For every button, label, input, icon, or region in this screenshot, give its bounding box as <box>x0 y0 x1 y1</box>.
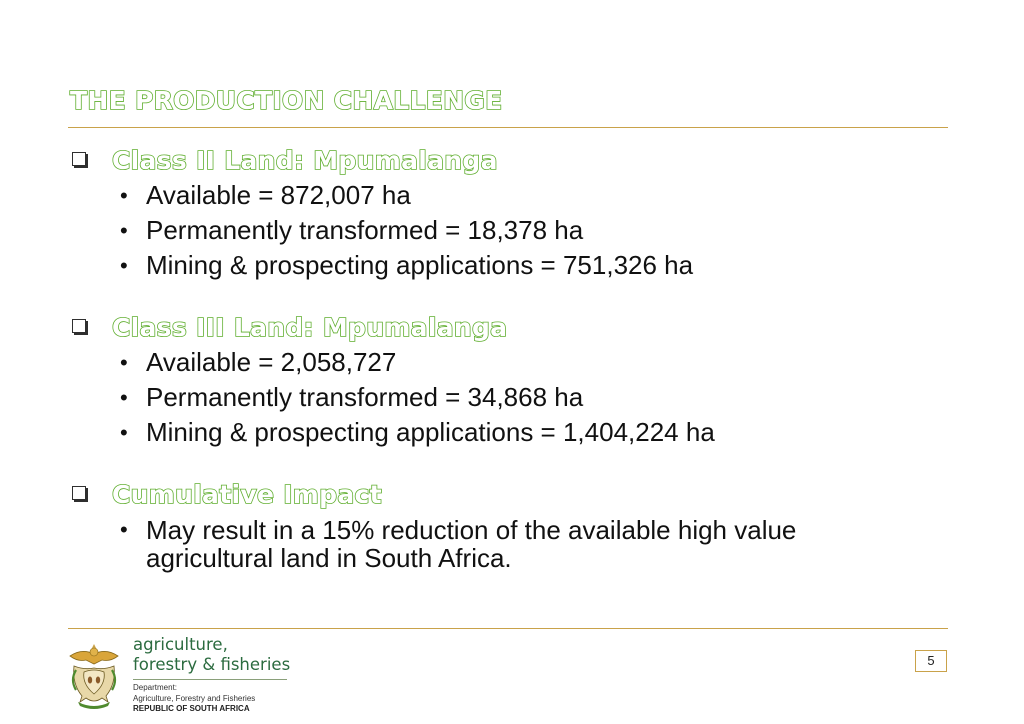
country-name: REPUBLIC OF SOUTH AFRICA <box>133 704 250 713</box>
section-heading <box>70 309 930 345</box>
section-heading <box>70 142 930 178</box>
brand-line: agriculture, <box>133 635 228 654</box>
department-name: Agriculture, Forestry and Fisheries <box>133 693 256 703</box>
section-heading-text: Class III Land: Mpumalanga <box>112 312 508 342</box>
footer-divider <box>68 628 948 629</box>
department-label: Department: <box>133 683 178 692</box>
title-divider <box>68 127 948 128</box>
bullet-list <box>70 512 930 572</box>
list-item <box>118 415 930 450</box>
bullet-text: Available = 2,058,727 <box>146 347 397 377</box>
slide-content <box>70 142 930 598</box>
section-cumulative-impact <box>70 476 930 572</box>
bullet-dot-icon: • <box>120 517 128 542</box>
checkbox-bullet-icon <box>72 319 88 335</box>
bullet-text: Permanently transformed = 18,378 ha <box>146 215 584 245</box>
bullet-list <box>70 345 930 450</box>
bullet-dot-icon: • <box>120 420 128 445</box>
brand-divider <box>133 679 287 680</box>
bullet-text: Permanently transformed = 34,868 ha <box>146 382 584 412</box>
department-brand <box>133 635 290 715</box>
list-item <box>118 178 930 213</box>
brand-line: forestry & fisheries <box>133 655 291 674</box>
coat-of-arms-icon <box>66 640 122 710</box>
bullet-dot-icon: • <box>120 183 128 208</box>
list-item <box>118 512 930 572</box>
section-heading <box>70 476 930 512</box>
bullet-dot-icon: • <box>120 218 128 243</box>
page-number: 5 <box>915 650 947 672</box>
bullet-list <box>70 178 930 283</box>
slide-title: THE PRODUCTION CHALLENGE <box>70 86 503 115</box>
list-item <box>118 380 930 415</box>
checkbox-bullet-icon <box>72 486 88 502</box>
bullet-dot-icon: • <box>120 350 128 375</box>
bullet-text: Mining & prospecting applications = 751,326 ha <box>146 250 694 280</box>
bullet-dot-icon: • <box>120 253 128 278</box>
section-heading-text: Cumulative Impact <box>112 479 382 509</box>
bullet-text: Available = 872,007 ha <box>146 180 411 210</box>
checkbox-bullet-icon <box>72 152 88 168</box>
section-heading-text: Class II Land: Mpumalanga <box>112 145 498 175</box>
bullet-text: May result in a 15% reduction of the available high value agricultural land in South Africa. <box>146 515 797 573</box>
bullet-text: Mining & prospecting applications = 1,404,224 ha <box>146 417 715 447</box>
list-item <box>118 345 930 380</box>
list-item <box>118 248 930 283</box>
section-class-iii-land <box>70 309 930 450</box>
list-item <box>118 213 930 248</box>
section-class-ii-land <box>70 142 930 283</box>
bullet-dot-icon: • <box>120 385 128 410</box>
